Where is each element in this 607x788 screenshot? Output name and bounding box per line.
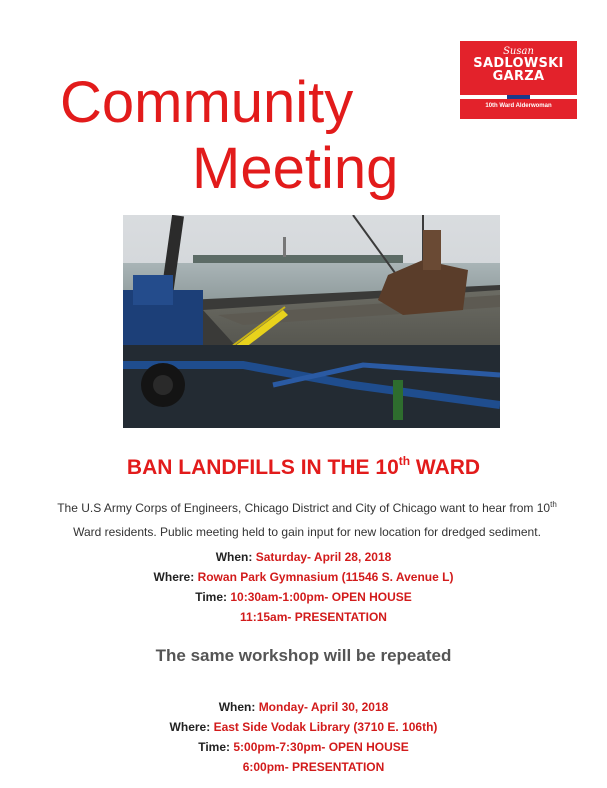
meeting-1-where xyxy=(0,567,607,587)
meeting-2-where xyxy=(0,717,607,737)
time-label: Time: xyxy=(198,740,234,754)
logo-name-line-1: SADLOWSKI xyxy=(473,56,564,71)
intro-part-1: The U.S Army Corps of Engineers, Chicago District and City of Chicago want to hear from 10 xyxy=(57,501,551,515)
when-label: When: xyxy=(218,700,259,714)
dredging-barge-photo xyxy=(123,215,500,428)
time-value-2: 11:15am- PRESENTATION xyxy=(240,610,387,624)
meeting-2-details xyxy=(0,697,607,777)
title-line-2: Meeting xyxy=(192,136,399,201)
meeting-1-details xyxy=(0,547,607,627)
headline-text: BAN LANDFILLS IN THE 10 xyxy=(126,456,399,479)
time-label: Time: xyxy=(195,590,231,604)
intro-part-2: Ward residents. Public meeting held to gain input for new location for dredged sediment. xyxy=(73,525,541,539)
campaign-logo xyxy=(460,41,577,119)
meeting-2-when xyxy=(0,697,607,717)
meeting-1-time xyxy=(0,587,607,607)
logo-stripe xyxy=(460,95,577,99)
logo-name-line-2: GARZA xyxy=(492,69,545,84)
when-label: When: xyxy=(215,550,256,564)
when-value: Saturday- April 28, 2018 xyxy=(255,550,392,564)
repeat-notice: The same workshop will be repeated xyxy=(155,646,452,665)
time-value: 5:00pm-7:30pm- OPEN HOUSE xyxy=(233,740,409,754)
when-value: Monday- April 30, 2018 xyxy=(258,700,389,714)
meeting-1-time-2 xyxy=(0,607,607,627)
headline-text-end: WARD xyxy=(410,456,481,479)
time-value-2: 6:00pm- PRESENTATION xyxy=(242,760,385,774)
meeting-2-time xyxy=(0,737,607,757)
where-value: East Side Vodak Library (3710 E. 106th) xyxy=(213,720,438,734)
where-value: Rowan Park Gymnasium (11546 S. Avenue L) xyxy=(197,570,454,584)
intro-superscript: th xyxy=(550,500,557,509)
headline xyxy=(0,454,607,480)
photo-illustration xyxy=(123,215,500,428)
meeting-2-time-2 xyxy=(0,757,607,777)
time-value: 10:30am-1:00pm- OPEN HOUSE xyxy=(230,590,412,604)
logo-first-name: Susan xyxy=(503,46,534,57)
title-line-1: Community xyxy=(60,70,354,135)
intro-paragraph xyxy=(22,493,592,544)
headline-superscript: th xyxy=(398,454,411,468)
where-label: Where: xyxy=(153,570,198,584)
logo-subtitle: 10th Ward Alderwoman xyxy=(485,103,552,109)
where-label: Where: xyxy=(169,720,214,734)
meeting-1-when xyxy=(0,547,607,567)
